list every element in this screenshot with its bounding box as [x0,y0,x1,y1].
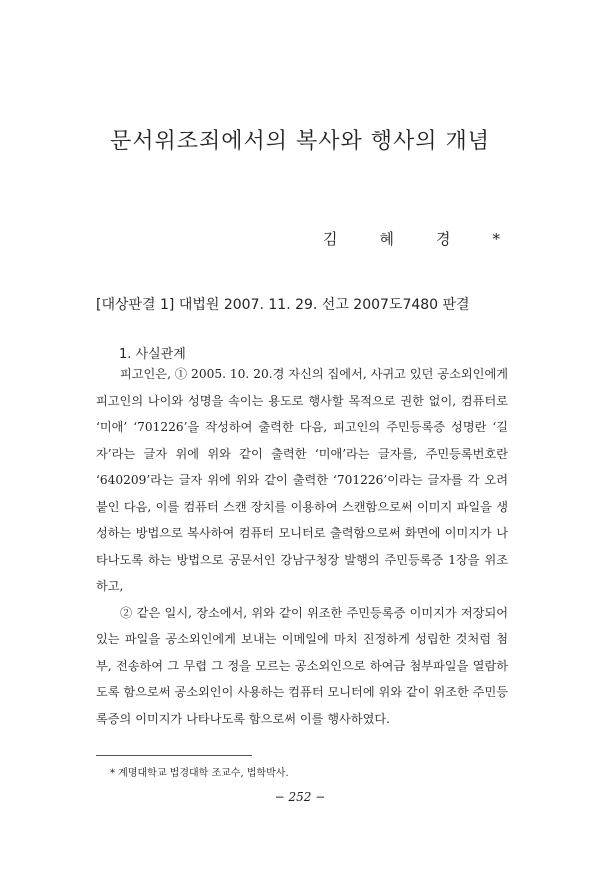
paragraph-2: ② 같은 일시, 장소에서, 위와 같이 위조한 주민등록증 이미지가 저장되어 있는 파일을 공소외인에게 보내는 이메일에 마치 진정하게 성립한 것처럼 첨부, 전송하여 그 무렵 그 정을 모르는 공소외인으로 하여금 첨부파일을 열람하도록 함으로써 공소외인이 사용하는 컴퓨터 모니터에 위와 같이 위조한 주민등록증의 이미지가 나타나도록 함으로써 이를 행사하였다. [96,605,508,726]
author-line [323,228,500,249]
footnote-divider [96,755,252,756]
paragraph-1: 피고인은, ① 2005. 10. 20.경 자신의 집에서, 사귀고 있던 공소외인에게 피고인의 나이와 성명을 속이는 용도로 행사할 목적으로 권한 없이, 컴퓨터로 ‘미애’ ‘701226’을 작성하여 출력한 다음, 피고인의 주민등록증 성명란 ‘길자’라는 글자 위에 위와 같이 출력한 ‘미애’라는 글자를, 주민등록번호란 ‘640209’라는 글자 위에 위와 같이 출력한 ‘701226’이라는 글자를 각 오려붙인 다음, 이를 컴퓨터 스캔 장치를 이용하여 스캔함으로써 이미지 파일을 생성하는 방법으로 복사하여 컴퓨터 모니터로 출력함으로써 화면에 이미지가 나타나도록 하는 방법으로 공문서인 강남구청장 발행의 주민등록증 1장을 위조하고, [96,367,508,593]
author-name: 김혜경 [323,230,493,248]
section-heading: 1. 사실관계 [119,347,186,362]
page-number: − 252 − [274,790,326,804]
author-footnote-mark: * [492,230,500,248]
body-text [96,361,508,732]
article-title: 문서위조죄에서의 복사와 행사의 개념 [109,129,490,154]
case-header: [대상판결 1] 대법원 2007. 11. 29. 선고 2007도7480 판결 [96,297,470,313]
footnote: * 계명대학교 법경대학 조교수, 법학박사. [110,768,289,779]
